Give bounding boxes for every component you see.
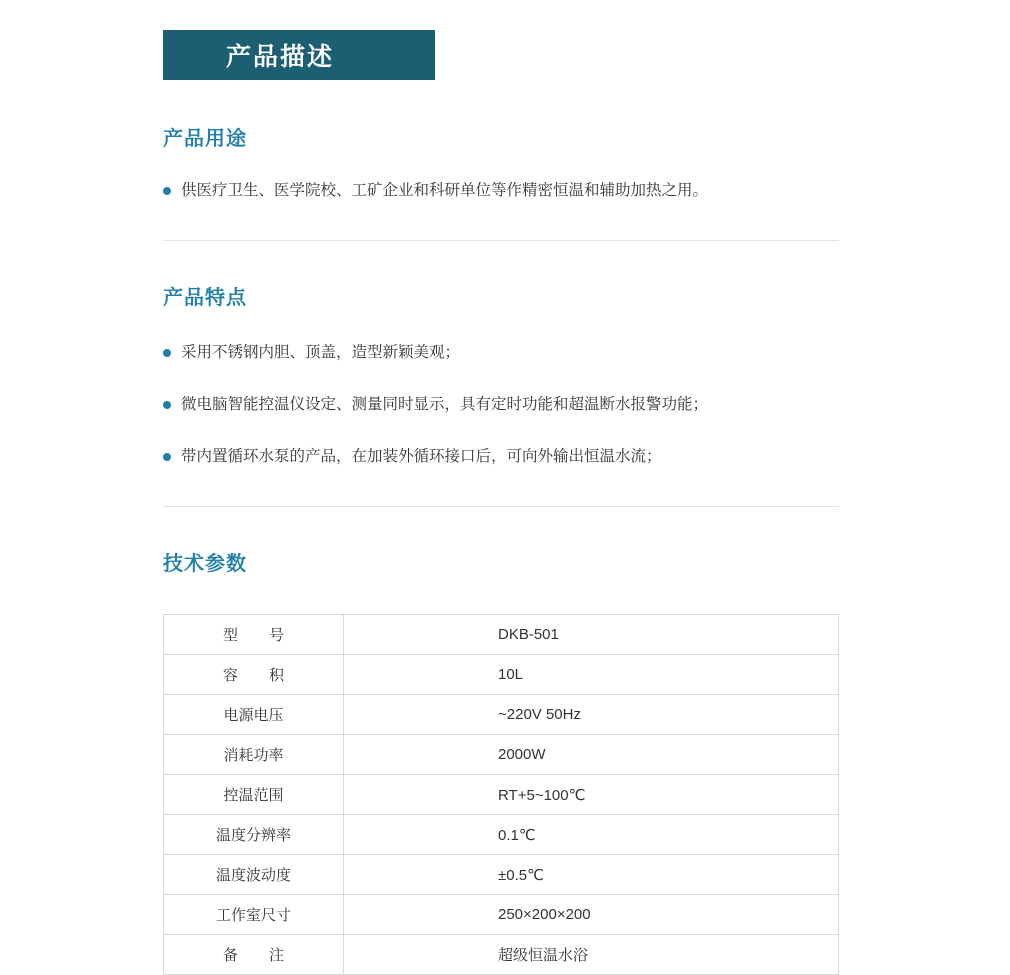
bullet-dot-icon [163, 187, 171, 195]
spec-label-cell: 温度波动度 [164, 855, 344, 895]
spec-label-cell: 电源电压 [164, 695, 344, 735]
spec-label-cell [164, 615, 344, 655]
table-row [164, 695, 839, 735]
spec-label-cell [164, 655, 344, 695]
section-features [163, 281, 839, 468]
spec-label-cell [164, 935, 344, 975]
feature-item-text: 采用不锈钢内胆、顶盖，造型新颖美观； [181, 344, 461, 361]
list-item [163, 342, 839, 364]
spec-value-cell: 10L [344, 655, 839, 695]
table-row [164, 615, 839, 655]
feature-item-text: 微电脑智能控温仪设定、测量同时显示，具有定时功能和超温断水报警功能； [181, 396, 709, 413]
spec-value-cell: ±0.5℃ [344, 855, 839, 895]
bullet-dot-icon [163, 453, 171, 461]
section-usage [163, 122, 839, 202]
feature-item-text: 带内置循环水泵的产品，在加装外循环接口后，可向外输出恒温水流； [181, 448, 662, 465]
spec-label: 型 号 [222, 627, 292, 644]
spec-label-cell: 温度分辨率 [164, 815, 344, 855]
table-row [164, 935, 839, 975]
usage-list [163, 180, 839, 202]
spec-label: 容 积 [222, 667, 292, 684]
list-item [163, 394, 839, 416]
spec-value-cell: 0.1℃ [344, 815, 839, 855]
spec-label-cell: 控温范围 [164, 775, 344, 815]
table-row [164, 815, 839, 855]
section-heading-features: 产品特点 [163, 287, 247, 309]
table-row [164, 895, 839, 935]
specs-table-body [164, 615, 839, 975]
spec-value-cell: 超级恒温水浴 [344, 935, 839, 975]
page-title-banner [163, 30, 435, 80]
divider [163, 506, 839, 507]
spec-value-cell: RT+5~100℃ [344, 775, 839, 815]
spec-value-cell: DKB-501 [344, 615, 839, 655]
spec-value-cell: ~220V 50Hz [344, 695, 839, 735]
list-item [163, 446, 839, 468]
list-item [163, 180, 839, 202]
specs-table [163, 614, 839, 975]
table-row [164, 735, 839, 775]
usage-item-text: 供医疗卫生、医学院校、工矿企业和科研单位等作精密恒温和辅助加热之用。 [181, 182, 709, 199]
section-heading-specs: 技术参数 [163, 553, 247, 575]
spec-label-cell: 工作室尺寸 [164, 895, 344, 935]
table-row [164, 775, 839, 815]
section-heading-usage: 产品用途 [163, 128, 247, 150]
section-specs [163, 547, 839, 975]
content-column [163, 0, 839, 975]
bullet-dot-icon [163, 349, 171, 357]
features-list [163, 342, 839, 468]
spec-value-cell: 250×200×200 [344, 895, 839, 935]
spec-label-cell: 消耗功率 [164, 735, 344, 775]
page-title: 产品描述 [226, 43, 335, 71]
table-row [164, 655, 839, 695]
spec-label: 备 注 [222, 947, 292, 964]
bullet-dot-icon [163, 401, 171, 409]
table-row [164, 855, 839, 895]
spec-value-cell: 2000W [344, 735, 839, 775]
divider [163, 240, 839, 241]
